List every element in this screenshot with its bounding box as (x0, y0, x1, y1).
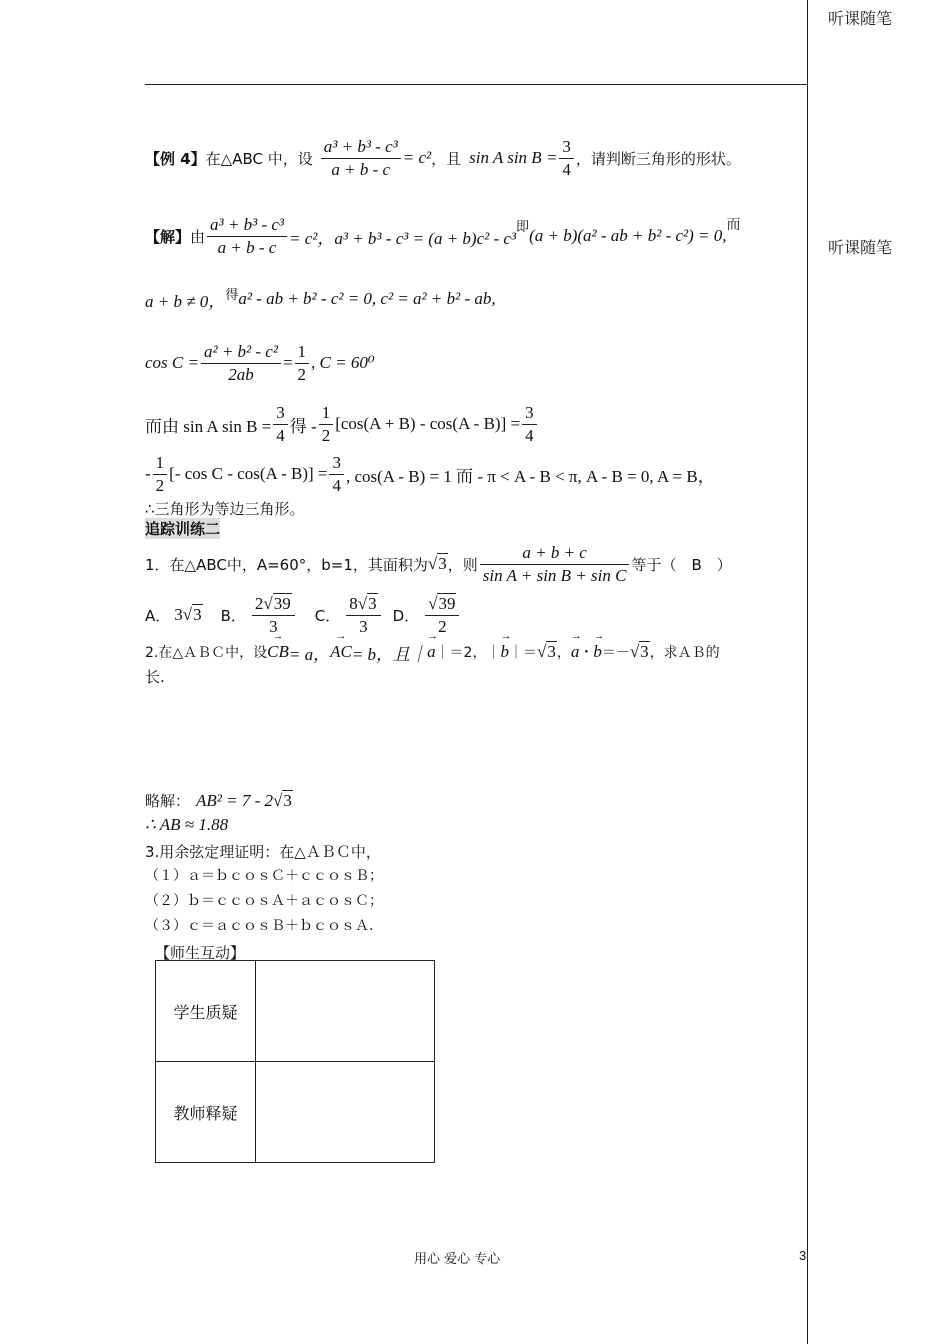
q2-text-f: ＝－ (601, 645, 630, 661)
line4-f1-den: 4 (273, 424, 288, 446)
example4-cond-den: 4 (559, 158, 574, 180)
q1-sqrt-val: 3 (438, 554, 447, 573)
line4-f1 (273, 402, 288, 446)
q1-text-a: 1．在△ABC中，A=60°，b=1，其面积为 (145, 555, 428, 574)
line4-f3-den: 4 (522, 424, 537, 446)
opt-c-label: C． (314, 606, 341, 625)
cos-eq: = (282, 353, 293, 372)
line5-f1-num: 1 (155, 453, 165, 473)
example4-text1: 在△ABC 中，设 (205, 149, 313, 168)
question-1 (145, 540, 732, 588)
approx-line: ∴ AB ≈ 1.88 (145, 815, 229, 834)
opt-b-sqrt: 39 (273, 594, 291, 614)
q2-sqrt1-val: 3 (547, 642, 556, 661)
opt-d-label: D． (392, 606, 420, 625)
opt-a-coef: 3 (174, 605, 183, 624)
solution-frac-den: a + b - c (207, 236, 287, 258)
opt-b-num: 2√39 (254, 594, 291, 614)
q2-text-e: ， (556, 645, 571, 661)
brief-expr: AB² = 7 - 2 (196, 790, 274, 810)
opt-d-den: 2 (425, 615, 459, 637)
line5-f1 (153, 452, 168, 496)
example4-text2: ，且 (431, 149, 462, 168)
question-3-part2: （２）ｂ＝ｃｃｏｓＡ＋ａｃｏｓＣ； (145, 893, 383, 909)
solution-line1 (145, 208, 807, 264)
example4-frac-den: a + b - c (321, 158, 401, 180)
student-question-cell[interactable] (256, 961, 435, 1062)
solution-line1-mid: = c²，a³ + b³ - c³ = (a + b)c² - c³ (289, 228, 517, 248)
opt-d-sqrt: 39 (438, 594, 456, 614)
question-3-part1: （１）ａ＝ｂｃｏｓＣ＋ｃｃｏｓＢ； (145, 868, 383, 884)
q2-vec-ac: → AC (330, 642, 352, 662)
q1-den: sin A + sin B + sin C (480, 564, 630, 586)
line4-c: [cos(A + B) - cos(A - B)] = (335, 414, 521, 433)
line4-f2 (319, 402, 334, 446)
solution-tag: 【解】 (145, 227, 191, 246)
example4-frac-num: a³ + b³ - c³ (323, 137, 398, 157)
solution-conclusion: ∴三角形为等边三角形。 (145, 500, 305, 518)
solution-ji: 即 (516, 220, 530, 235)
practice-heading: 追踪训练二 (145, 520, 221, 538)
line5-c: , cos(A - B) = 1 而 - π < A - B < π, A - B = 0, A = B， (345, 466, 715, 486)
q2-vec-b2: → b (593, 642, 602, 662)
solution-de: 得 (225, 288, 239, 303)
table-row (156, 961, 435, 1062)
page-number: 3 (799, 1248, 807, 1263)
cos-half-num: 1 (297, 342, 307, 362)
solution-line1-end: (a + b)(a² - ab + b² - c²) = 0, (529, 226, 727, 245)
line5-f1-den: 2 (153, 474, 168, 496)
question-3: 3.用余弦定理证明：在△ＡＢＣ中， (145, 843, 381, 861)
opt-c-den: 3 (346, 615, 380, 637)
cos-half (295, 341, 310, 385)
question-3-part3: （３）ｃ＝ａｃｏｓＢ＋ｂｃｏｓＡ． (145, 918, 383, 934)
question-2 (145, 640, 720, 664)
opt-c-sqrt: 3 (368, 594, 377, 614)
line4-a: 而由 sin A sin B = (145, 416, 272, 436)
q2-eq-b: = b，且｜ (351, 644, 428, 664)
line4-f2-den: 2 (319, 424, 334, 446)
opt-b-coef: 2 (254, 594, 264, 614)
cos-den: 2ab (201, 363, 281, 385)
teacher-answer-label: 教师释疑 (156, 1062, 256, 1163)
opt-a-label: A． (145, 606, 171, 625)
opt-b-label: B． (220, 606, 246, 625)
q2-vec-b: → b (500, 642, 509, 662)
brief-solution (145, 790, 293, 811)
solution-line2-a: a + b ≠ 0， (145, 291, 226, 311)
example4-line (145, 128, 741, 188)
student-question-label: 学生质疑 (156, 961, 256, 1062)
cos-half-den: 2 (295, 363, 310, 385)
solution-er: 而 (726, 217, 741, 233)
q2-dot: ・ (579, 645, 594, 661)
example4-cond-left: sin A sin B = (469, 148, 558, 167)
q1-num: a + b + c (522, 543, 587, 563)
line5-f2 (329, 452, 344, 496)
q2-sqrt1: √3 (536, 642, 556, 661)
q1-sqrt: √3 (427, 554, 447, 573)
cos-num: a² + b² - c² (203, 342, 278, 362)
q1-fraction (480, 542, 630, 586)
brief-label: 略解： (145, 792, 191, 810)
cos-fraction (201, 341, 281, 385)
opt-b-den: 3 (252, 615, 295, 637)
example4-tag: 【例 4】 (145, 149, 206, 168)
cos-lhs: cos C = (145, 353, 199, 372)
q2-vec-a2: → a (571, 642, 580, 662)
opt-a-value: 3√3 (174, 605, 202, 624)
q1-text-b: ，则 (447, 555, 478, 574)
example4-rhs: = c² (402, 148, 432, 167)
table-row (156, 1062, 435, 1163)
opt-a-sqrt: 3 (193, 605, 202, 624)
opt-c-coef: 8 (349, 594, 358, 614)
teacher-answer-cell[interactable] (256, 1062, 435, 1163)
opt-c-num: 8√3 (349, 594, 377, 614)
footer-motto: 用心 爱心 专心 (414, 1252, 501, 1267)
q2-text-h: 长. (145, 668, 165, 686)
line4-f1-num: 3 (276, 403, 285, 423)
cos-rhs: , C = 60⁰ (311, 353, 375, 372)
line4-f3 (522, 402, 537, 446)
interaction-table (155, 960, 435, 1163)
line5-f2-den: 4 (329, 474, 344, 496)
line4-f2-num: 1 (321, 403, 331, 423)
solution-cos-line (145, 336, 375, 390)
example4-text3: ，请判断三角形的形状。 (575, 149, 741, 168)
solution-you: 由 (190, 227, 206, 246)
solution-line4 (145, 398, 539, 450)
side-note-label-top: 听课随笔 (828, 9, 893, 28)
line5-a: - (145, 464, 151, 483)
line5-f2-num: 3 (332, 453, 341, 473)
solution-fraction (207, 214, 287, 258)
side-note-label-mid: 听课随笔 (828, 238, 893, 257)
brief-sqrt-val: 3 (283, 790, 292, 810)
q2-sqrt2: √3 (629, 642, 649, 661)
solution-frac-num: a³ + b³ - c³ (210, 215, 284, 235)
brief-sqrt: √3 (273, 790, 292, 810)
header-rule (145, 84, 807, 85)
q2-text-a: 2.在△ＡＢＣ中，设 (145, 645, 268, 661)
line4-b: 得 - (289, 416, 317, 436)
q1-text-c: 等于（ B ） (631, 555, 732, 574)
margin-divider (807, 0, 808, 1344)
interaction-heading: 【师生互动】 (155, 944, 246, 962)
example4-fraction (321, 136, 401, 180)
q2-vec-a: → a (427, 642, 436, 662)
solution-line2 (145, 284, 496, 314)
solution-line2-b: a² - ab + b² - c² = 0, c² = a² + b² - ab, (238, 289, 496, 308)
example4-cond-num: 3 (562, 137, 571, 157)
q2-eq-a: = a， (288, 644, 331, 664)
example4-cond-frac (559, 136, 574, 180)
solution-line5 (145, 448, 715, 500)
q2-sqrt2-val: 3 (640, 642, 649, 661)
line5-b: [- cos C - cos(A - B)] = (169, 464, 328, 483)
q2-vec-cb: → CB (267, 642, 289, 662)
line4-f3-num: 3 (525, 403, 534, 423)
q2-text-d: ｜＝ (508, 645, 537, 661)
question-1-options (145, 592, 461, 638)
q2-text-g: ，求ＡＢ的 (649, 645, 720, 661)
opt-d-num: √39 (428, 594, 456, 614)
q2-text-c: ｜＝2，｜ (435, 645, 501, 661)
